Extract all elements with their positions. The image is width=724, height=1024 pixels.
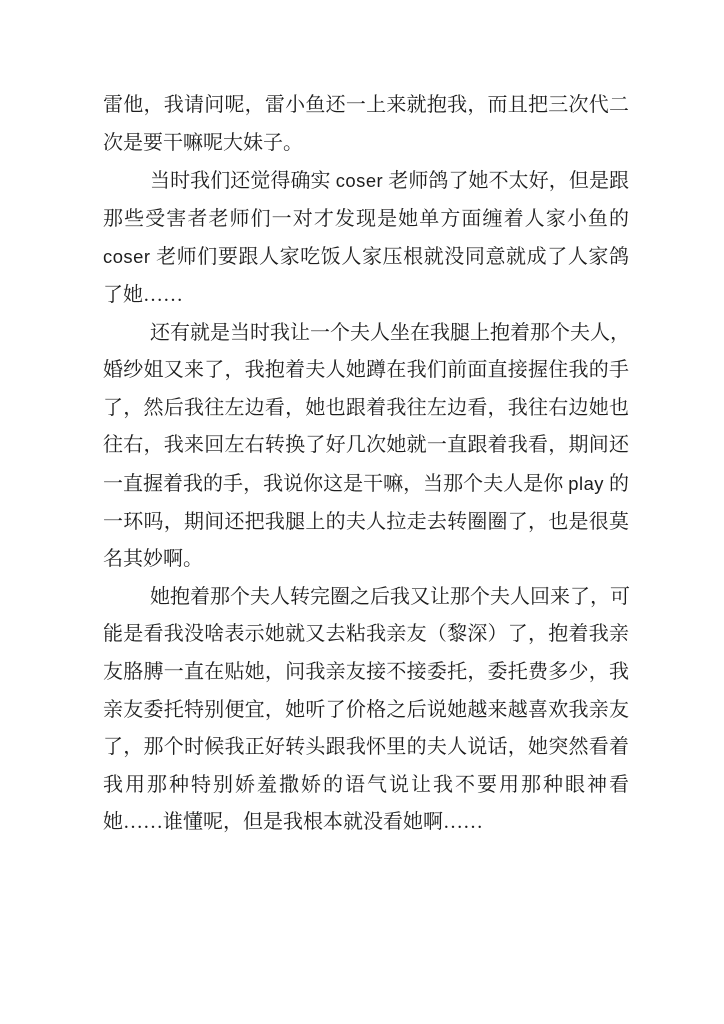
text-line: coser 老师们要跟人家吃饭人家压根就没同意就成了人家鸽 <box>103 246 629 269</box>
text-content <box>103 87 629 842</box>
text-line: 还有就是当时我让一个夫人坐在我腿上抱着那个夫人， <box>150 321 630 344</box>
text-line: 婚纱姐又来了，我抱着夫人她蹲在我们前面直接握住我的手 <box>103 359 629 382</box>
text-line: 一环吗，期间还把我腿上的夫人拉走去转圈圈了，也是很莫 <box>103 510 629 533</box>
text-line: 名其妙啊。 <box>103 548 203 571</box>
latin-word: coser <box>335 170 384 192</box>
paragraph <box>103 579 629 842</box>
text-line: 那些受害者老师们一对才发现是她单方面缠着人家小鱼的 <box>103 207 629 230</box>
text-line: 雷他，我请问呢，雷小鱼还一上来就抱我，而且把三次代二 <box>103 94 629 116</box>
latin-word: play <box>568 472 604 494</box>
text-line: 她……谁懂呢，但是我根本就没看她啊…… <box>103 811 483 834</box>
text-line: 一直握着我的手，我说你这是干嘛，当那个夫人是你 play 的 <box>103 472 630 495</box>
text-line: 友胳膊一直在贴她，问我亲友接不接委托，委托费多少，我 <box>103 660 629 683</box>
paragraph <box>103 315 629 579</box>
text-line: 我用那种特别娇羞撒娇的语气说让我不要用那种眼神看 <box>103 773 629 796</box>
paragraph <box>103 87 629 162</box>
latin-word: coser <box>103 246 151 268</box>
paragraph <box>103 162 629 314</box>
text-line: 亲友委托特别便宜，她听了价格之后说她越来越喜欢我亲友 <box>103 698 629 721</box>
text-line: 能是看我没啥表示她就又去粘我亲友（黎深）了，抱着我亲 <box>103 623 629 646</box>
text-line: 当时我们还觉得确实 coser 老师鸽了她不太好，但是跟 <box>150 170 630 193</box>
text-line: 了她…… <box>103 283 183 306</box>
text-line: 了，那个时候我正好转头跟我怀里的夫人说话，她突然看着 <box>103 736 629 759</box>
text-line: 次是要干嘛呢大妹子。 <box>103 131 303 154</box>
text-line: 往右，我来回左右转换了好几次她就一直跟着我看，期间还 <box>103 434 629 457</box>
text-line: 她抱着那个夫人转完圈之后我又让那个夫人回来了，可 <box>150 585 630 608</box>
text-line: 了，然后我往左边看，她也跟着我往左边看，我往右边她也 <box>103 396 629 419</box>
